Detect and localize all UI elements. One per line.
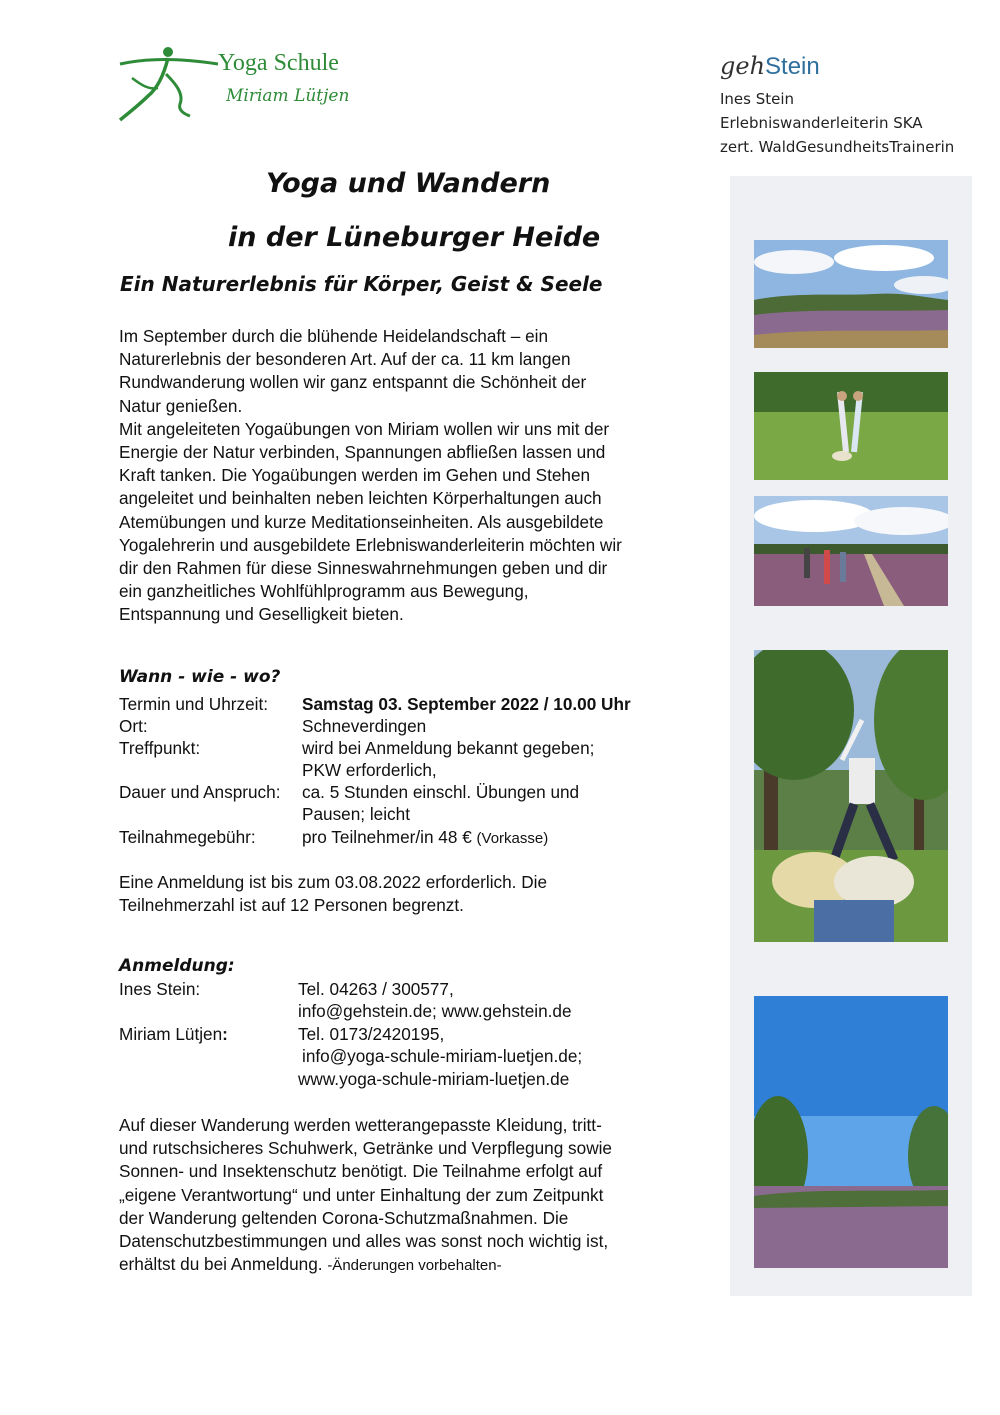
- page-title-line1: Yoga und Wandern: [266, 168, 551, 199]
- intro-line: Atemübungen und kurze Meditationseinheiten. Als ausgebildete: [119, 511, 604, 532]
- section-heading-anmeldung: Anmeldung:: [119, 956, 235, 976]
- closing-line: und rutschsicheres Schuhwerk, Getränke und Verpflegung sowie: [119, 1138, 612, 1159]
- miriam-label: [119, 1023, 228, 1045]
- contact-name: Ines Stein: [720, 90, 795, 108]
- intro-line: ein ganzheitliches Wohlfühlprogramm aus Bewegung,: [119, 581, 529, 602]
- intro-line: Naturerlebnis der besonderen Art. Auf der ca. 11 km langen: [119, 349, 571, 370]
- contact-role: Erlebniswanderleiterin SKA: [720, 114, 923, 132]
- miriam-email[interactable]: info@yoga-schule-miriam-luetjen.de;: [302, 1046, 583, 1066]
- gebuehr-value: [302, 826, 548, 850]
- intro-line: angeleitet und beinhalten neben leichten Körperhaltungen auch: [119, 488, 602, 509]
- heath-blue-sky-photo: [754, 996, 948, 1268]
- dauer-value-2: Pausen; leicht: [302, 804, 410, 824]
- intro-line: Mit angeleiteten Yogaübungen von Miriam wollen wir uns mit der: [119, 418, 610, 439]
- intro-line: Yogalehrerin und ausgebildete Erlebniswanderleiterin möchten wir: [119, 534, 622, 555]
- forest-yoga-photo: [754, 650, 948, 942]
- miriam-name: Miriam Lütjen: [119, 1024, 223, 1044]
- intro-line: Natur genießen.: [119, 395, 243, 416]
- closing-line-last: [119, 1253, 612, 1277]
- ines-label: Ines Stein:: [119, 979, 201, 999]
- intro-line: Im September durch die blühende Heidelandschaft – ein: [119, 326, 549, 346]
- miriam-website[interactable]: www.yoga-schule-miriam-luetjen.de: [298, 1069, 570, 1089]
- logo-line2: Miriam Lütjen: [226, 86, 350, 106]
- termin-value: Samstag 03. September 2022 / 10.00 Uhr: [302, 694, 631, 714]
- closing-line: Sonnen- und Insektenschutz benötigt. Die Teilnahme erfolgt auf: [119, 1161, 603, 1182]
- ort-label: Ort:: [119, 716, 148, 736]
- closing-paragraph: [119, 1114, 612, 1277]
- ort-value: Schneverdingen: [302, 716, 427, 736]
- closing-line: „eigene Verantwortung“ und unter Einhaltung der zum Zeitpunkt: [119, 1184, 604, 1205]
- intro-line: Kraft tanken. Die Yogaübungen werden im Gehen und Stehen: [119, 465, 591, 486]
- gebuehr-note: (Vorkasse): [476, 830, 549, 847]
- intro-line: dir den Rahmen für diese Sinneswahrnehmungen geben und dir: [119, 558, 608, 579]
- brand-suffix: Stein: [765, 53, 820, 80]
- dauer-label: Dauer und Anspruch:: [119, 782, 281, 802]
- gebuehr-amount: pro Teilnehmer/in 48 €: [302, 827, 472, 847]
- gehstein-contact: [720, 52, 954, 159]
- deadline-line: Eine Anmeldung ist bis zum 03.08.2022 erforderlich. Die: [119, 872, 548, 892]
- deadline-line: Teilnehmerzahl ist auf 12 Personen begrenzt.: [119, 895, 464, 916]
- dauer-value-1: ca. 5 Stunden einschl. Übungen und: [302, 782, 580, 802]
- miriam-colon: :: [222, 1024, 228, 1044]
- changes-reserved-note: -Änderungen vorbehalten-: [327, 1257, 502, 1275]
- page-subtitle: Ein Naturerlebnis für Körper, Geist & Seele: [120, 272, 603, 296]
- closing-line: der Wanderung geltenden Corona-Schutzmaßnahmen. Die: [119, 1207, 569, 1228]
- ines-email-web[interactable]: info@gehstein.de; www.gehstein.de: [298, 1001, 572, 1021]
- treffpunkt-value-1: wird bei Anmeldung bekannt gegeben;: [302, 738, 595, 758]
- yoga-figure-icon: [118, 44, 228, 124]
- brand-prefix: geh: [720, 52, 766, 80]
- closing-last-text: erhältst du bei Anmeldung.: [119, 1254, 323, 1275]
- termin-label: Termin und Uhrzeit:: [119, 694, 269, 714]
- hiking-group-photo: [754, 496, 948, 606]
- yoga-schule-logo: [118, 44, 378, 124]
- intro-paragraph: [119, 325, 622, 627]
- treffpunkt-value-2: PKW erforderlich,: [302, 760, 437, 780]
- page-title-line2: in der Lüneburger Heide: [228, 222, 601, 253]
- yoga-pose-meadow-photo: [754, 372, 948, 480]
- heath-landscape-photo: [754, 240, 948, 348]
- contact-cert: zert. WaldGesundheitsTrainerin: [720, 138, 955, 156]
- treffpunkt-label: Treffpunkt:: [119, 738, 201, 758]
- intro-line: Energie der Natur verbinden, Spannungen abfließen lassen und: [119, 442, 606, 463]
- intro-line: Rundwanderung wollen wir ganz entspannt die Schönheit der: [119, 372, 587, 393]
- gebuehr-label: Teilnahmegebühr:: [119, 827, 256, 847]
- intro-line: Entspannung und Geselligkeit bieten.: [119, 604, 404, 625]
- section-heading-wann: Wann - wie - wo?: [119, 667, 281, 687]
- closing-line: Auf dieser Wanderung werden wetterangepasste Kleidung, tritt-: [119, 1115, 602, 1135]
- closing-line: Datenschutzbestimmungen und alles was sonst noch wichtig ist,: [119, 1231, 609, 1252]
- miriam-phone[interactable]: Tel. 0173/2420195,: [298, 1024, 445, 1044]
- gehstein-brand: [720, 52, 954, 81]
- logo-line1: Yoga Schule: [218, 50, 339, 76]
- registration-deadline-text: [119, 871, 547, 917]
- ines-phone[interactable]: Tel. 04263 / 300577,: [298, 979, 454, 999]
